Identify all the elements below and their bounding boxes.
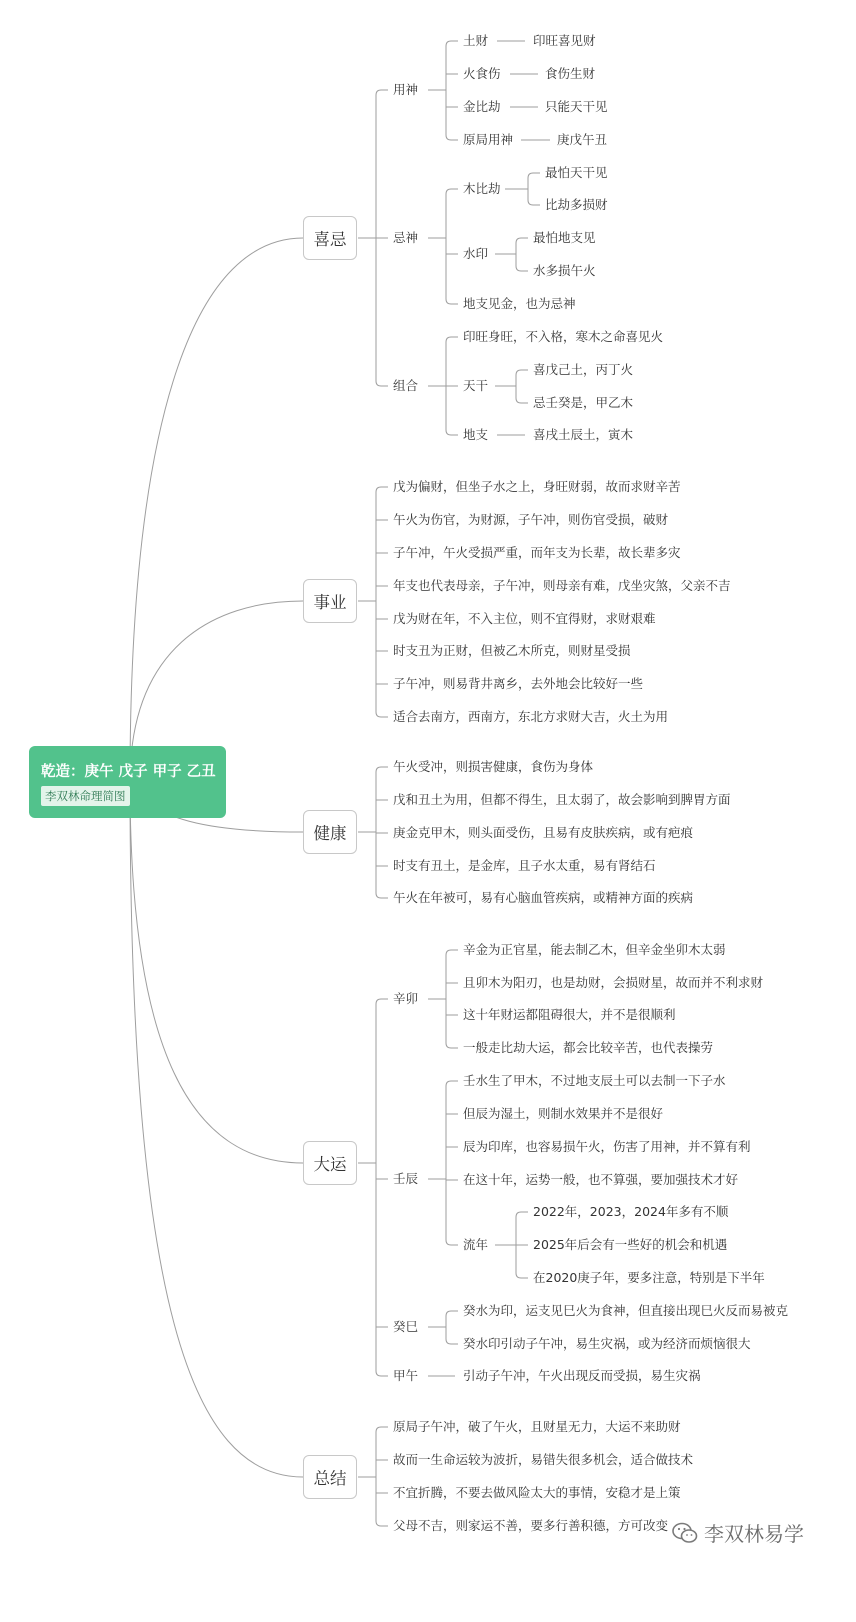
guisi-item[interactable]: 癸水印引动子午冲，易生灾祸，或为经济而烦恼很大 bbox=[463, 1336, 751, 1351]
branch-xiji[interactable]: 喜忌 bbox=[303, 216, 357, 260]
xinmao-item[interactable]: 这十年财运都阻碍很大，并不是很顺利 bbox=[463, 1007, 676, 1022]
yongshen-item[interactable]: 土财 bbox=[463, 33, 489, 48]
root-tag: 李双林命理简图 bbox=[41, 786, 130, 806]
renchen-item[interactable]: 辰为印库，也容易损午火，伤害了用神，并不算有利 bbox=[463, 1139, 751, 1154]
branch-dayun[interactable]: 大运 bbox=[303, 1141, 357, 1185]
shiye-item[interactable]: 适合去南方，西南方，东北方求财大吉，火土为用 bbox=[393, 709, 669, 724]
zongjie-item[interactable]: 故而一生命运较为波折，易错失很多机会，适合做技术 bbox=[393, 1452, 694, 1467]
zuhe-dizhi-note[interactable]: 喜戌土辰土，寅木 bbox=[533, 427, 634, 442]
liunian-item[interactable]: 2025年后会有一些好的机会和机遇 bbox=[533, 1237, 728, 1252]
renchen-item[interactable]: 壬水生了甲木，不过地支辰土可以去制一下子水 bbox=[463, 1073, 726, 1088]
connector bbox=[376, 487, 388, 492]
branch-zongjie[interactable]: 总结 bbox=[303, 1455, 357, 1499]
xinmao-item[interactable]: 辛金为正官星，能去制乙木，但辛金坐卯木太弱 bbox=[463, 942, 726, 957]
connector bbox=[516, 1212, 528, 1217]
connector bbox=[516, 398, 528, 403]
yongshen-item[interactable]: 金比劫 bbox=[463, 99, 501, 114]
connector bbox=[376, 1427, 388, 1432]
renchen-node[interactable]: 壬辰 bbox=[393, 1171, 419, 1186]
connector bbox=[516, 238, 528, 243]
connector bbox=[446, 337, 458, 342]
zuhe-yinwang[interactable]: 印旺身旺，不入格，寒木之命喜见火 bbox=[463, 329, 664, 344]
mubijie-item[interactable]: 最怕天干见 bbox=[545, 165, 608, 180]
jiankang-item[interactable]: 庚金克甲木，则头面受伤，且易有皮肤疾病，或有疤痕 bbox=[393, 825, 694, 840]
root-title: 乾造：庚午 戊子 甲子 乙丑 bbox=[41, 764, 216, 780]
mubijie-item[interactable]: 比劫多损财 bbox=[545, 197, 608, 212]
zongjie-item[interactable]: 原局子午冲，破了午火，且财星无力，大运不来助财 bbox=[393, 1419, 681, 1434]
connector bbox=[446, 1043, 458, 1048]
yongshen-item[interactable]: 原局用神 bbox=[463, 132, 514, 147]
xinmao-node[interactable]: 辛卯 bbox=[393, 991, 419, 1006]
yongshen-note[interactable]: 印旺喜见财 bbox=[533, 33, 596, 48]
shiye-item[interactable]: 子午冲，午火受损严重，而年支为长辈，故长辈多灾 bbox=[393, 545, 681, 560]
zuhe-dizhi-node[interactable]: 地支 bbox=[463, 427, 489, 442]
xinmao-item[interactable]: 且卯木为阳刃，也是劫财，会损财星，故而并不利求财 bbox=[463, 975, 764, 990]
connector bbox=[446, 1240, 458, 1245]
connector bbox=[376, 712, 388, 717]
yongshen-note[interactable]: 庚戊午丑 bbox=[557, 132, 608, 147]
root-node[interactable] bbox=[29, 746, 226, 818]
shuiyin-node[interactable]: 水印 bbox=[463, 246, 489, 261]
tiangan-item[interactable]: 忌壬癸是，甲乙木 bbox=[533, 395, 634, 410]
connector bbox=[446, 430, 458, 435]
branch-jiankang[interactable]: 健康 bbox=[303, 810, 357, 854]
connector bbox=[446, 1081, 458, 1086]
jiankang-item[interactable]: 戊和丑土为用，但都不得生，且太弱了，故会影响到脾胃方面 bbox=[393, 792, 731, 807]
connector bbox=[446, 950, 458, 955]
jiawu-note[interactable]: 引动子午冲，午火出现反而受损，易生灾祸 bbox=[463, 1368, 701, 1383]
shiye-item[interactable]: 午火为伤官，为财源，子午冲，则伤官受损，破财 bbox=[393, 512, 669, 527]
connector bbox=[446, 1311, 458, 1316]
branch-shiye[interactable]: 事业 bbox=[303, 579, 357, 623]
connector bbox=[528, 200, 540, 205]
connector bbox=[130, 782, 303, 1477]
zuhe-node[interactable]: 组合 bbox=[393, 378, 419, 393]
guisi-item[interactable]: 癸水为印，运支见巳火为食神，但直接出现巳火反而易被克 bbox=[463, 1303, 789, 1318]
shuiyin-item[interactable]: 水多损午火 bbox=[533, 263, 596, 278]
tiangan-node[interactable]: 天干 bbox=[463, 378, 489, 393]
shuiyin-item[interactable]: 最怕地支见 bbox=[533, 230, 596, 245]
wechat-icon bbox=[672, 1522, 698, 1544]
renchen-item[interactable]: 在这十年，运势一般，也不算强，要加强技术才好 bbox=[463, 1172, 739, 1187]
jishen-node[interactable]: 忌神 bbox=[393, 230, 419, 245]
mubijie-node[interactable]: 木比劫 bbox=[463, 181, 501, 196]
shiye-item[interactable]: 戊为偏财，但坐子水之上，身旺财弱，故而求财辛苦 bbox=[393, 479, 681, 494]
connector bbox=[130, 238, 303, 782]
yongshen-item[interactable]: 火食伤 bbox=[463, 66, 501, 81]
shiye-item[interactable]: 年支也代表母亲，子午冲，则母亲有难，戊坐灾煞，父亲不吉 bbox=[393, 578, 731, 593]
liunian-item[interactable]: 2022年，2023，2024年多有不顺 bbox=[533, 1204, 729, 1219]
connector bbox=[446, 1339, 458, 1344]
tiangan-item[interactable]: 喜戊己土，丙丁火 bbox=[533, 362, 634, 377]
connector bbox=[376, 767, 388, 772]
connector bbox=[376, 90, 388, 95]
connector bbox=[528, 173, 540, 178]
liunian-node[interactable]: 流年 bbox=[463, 1237, 489, 1252]
yongshen-node[interactable]: 用神 bbox=[393, 82, 419, 97]
connector bbox=[376, 1371, 388, 1376]
connector bbox=[376, 381, 388, 386]
jishen-dizhi[interactable]: 地支见金，也为忌神 bbox=[463, 296, 576, 311]
watermark bbox=[672, 1518, 804, 1547]
connector bbox=[130, 782, 303, 1163]
jiankang-item[interactable]: 时支有丑土，是金库，且子水太重，易有肾结石 bbox=[393, 858, 656, 873]
connector bbox=[376, 999, 388, 1004]
connector bbox=[446, 135, 458, 140]
jiawu-node[interactable]: 甲午 bbox=[393, 1368, 419, 1383]
xinmao-item[interactable]: 一般走比劫大运，都会比较辛苦，也代表操劳 bbox=[463, 1040, 714, 1055]
shiye-item[interactable]: 时支丑为正财，但被乙木所克，则财星受损 bbox=[393, 643, 631, 658]
yongshen-note[interactable]: 食伤生财 bbox=[545, 66, 596, 81]
connector bbox=[516, 370, 528, 375]
zongjie-item[interactable]: 父母不吉，则家运不善，要多行善积德，方可改变 bbox=[393, 1518, 669, 1533]
watermark-text: 李双林易学 bbox=[704, 1522, 804, 1546]
zongjie-item[interactable]: 不宜折腾，不要去做风险太大的事情，安稳才是上策 bbox=[393, 1485, 681, 1500]
shiye-item[interactable]: 子午冲，则易背井离乡，去外地会比较好一些 bbox=[393, 676, 644, 691]
connector bbox=[446, 41, 458, 46]
liunian-item[interactable]: 在2020庚子年，要多注意，特别是下半年 bbox=[533, 1270, 765, 1285]
jiankang-item[interactable]: 午火在年被可，易有心脑血管疾病，或精神方面的疾病 bbox=[393, 890, 694, 905]
connector bbox=[446, 189, 458, 194]
connector bbox=[446, 299, 458, 304]
yongshen-note[interactable]: 只能天干见 bbox=[545, 99, 608, 114]
connector bbox=[516, 1273, 528, 1278]
guisi-node[interactable]: 癸巳 bbox=[393, 1319, 419, 1334]
renchen-item[interactable]: 但辰为湿土，则制水效果并不是很好 bbox=[463, 1106, 664, 1121]
connector bbox=[516, 266, 528, 271]
connector bbox=[376, 1521, 388, 1526]
shiye-item[interactable]: 戊为财在年，不入主位，则不宜得财，求财艰难 bbox=[393, 611, 656, 626]
jiankang-item[interactable]: 午火受冲，则损害健康，食伤为身体 bbox=[393, 759, 594, 774]
connector bbox=[376, 893, 388, 898]
